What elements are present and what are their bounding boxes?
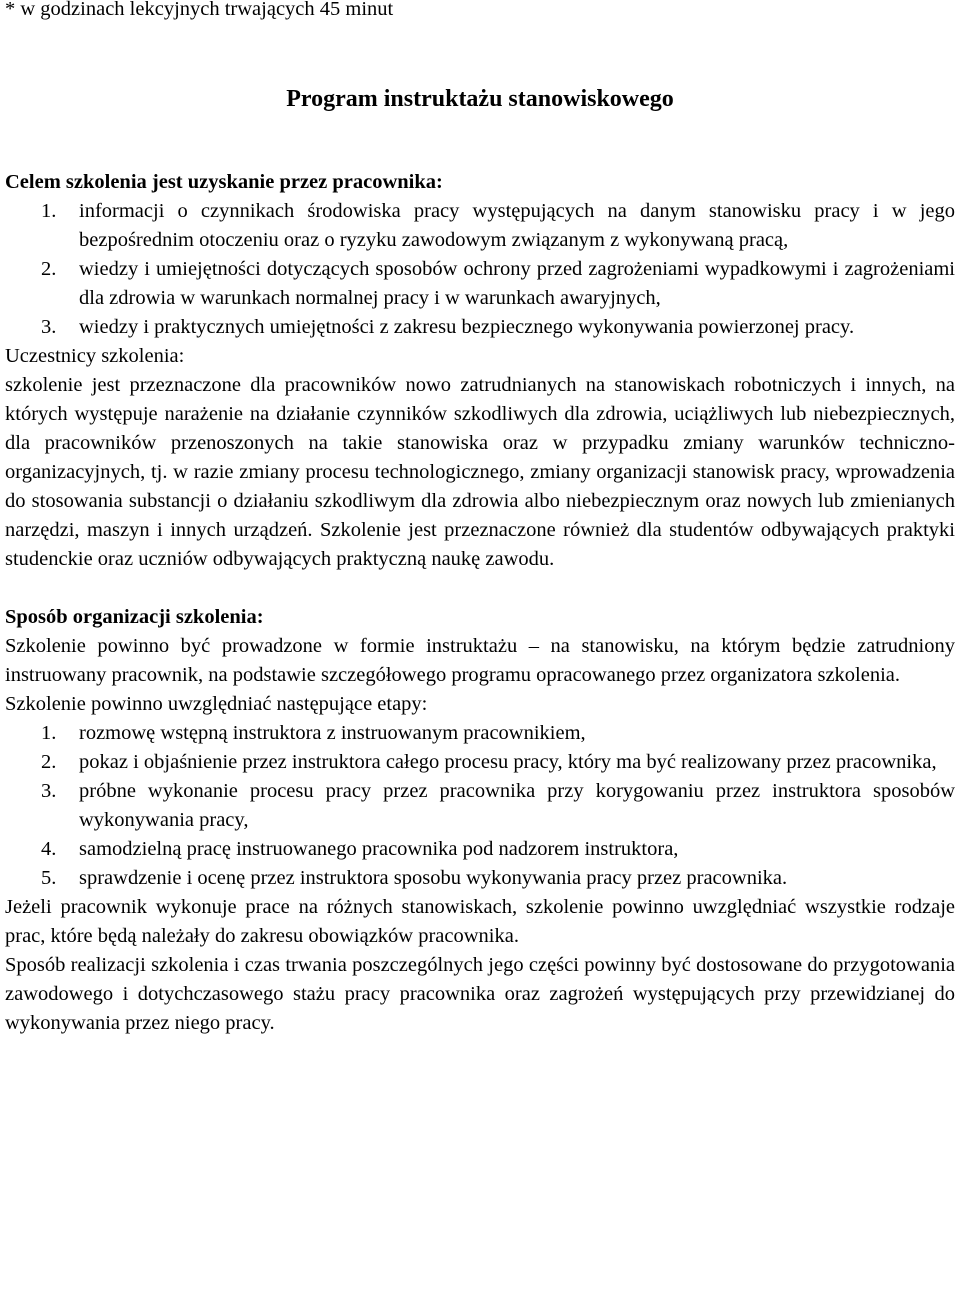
goals-list	[5, 197, 955, 342]
list-item-text: wiedzy i umiejętności dotyczących sposobów ochrony przed zagrożeniami wypadkowymi i zagrożeniami dla zdrowia w warunkach normalnej pracy i w warunkach awaryjnych,	[79, 258, 955, 309]
participants-text: szkolenie jest przeznaczone dla pracowników nowo zatrudnianych na stanowiskach robotniczych i innych, na których występuje narażenie na działanie czynników szkodliwych dla zdrowia, uciążliwych lub niebezpiecznych, dla pracowników przenoszonych na takie stanowiska oraz w przypadku zmiany warunków techniczno-organizacyjnych, tj. w razie zmiany procesu technologicznego, zmiany organizacji stanowisk pracy, wprowadzenia do stosowania substancji o działaniu szkodliwym dla zdrowia albo niebezpiecznym oraz nowych lub zmienianych narzędzi, maszyn i innych urządzeń. Szkolenie jest przeznaczone również dla studentów odbywających praktyki studenckie oraz uczniów odbywających praktyczną naukę zawodu.	[5, 374, 955, 570]
section-spacer	[5, 574, 955, 603]
list-item-text: rozmowę wstępną instruktora z instruowanym pracownikiem,	[79, 722, 586, 744]
list-item-text: sprawdzenie i ocenę przez instruktora sposobu wykonywania pracy przez pracownika.	[79, 867, 788, 889]
list-item-text: wiedzy i praktycznych umiejętności z zakresu bezpiecznego wykonywania powierzonej pracy.	[79, 316, 855, 338]
list-item-number: 2.	[41, 258, 57, 280]
list-item-number: 3.	[41, 780, 57, 802]
footnote: * w godzinach lekcyjnych trwających 45 minut	[5, 0, 394, 20]
list-item	[5, 719, 955, 748]
method-paragraph: Sposób realizacji szkolenia i czas trwania poszczególnych jego części powinny być dostosowane do przygotowania zawodowego i dotychczasowego stażu pracy pracownika oraz zagrożeń występujących przy przewidzianej do wykonywania przez niego pracy.	[5, 954, 955, 1034]
list-item-number: 2.	[41, 751, 57, 773]
multi-position-paragraph: Jeżeli pracownik wykonuje prace na różnych stanowiskach, szkolenie powinno uwzględniać wszystkie rodzaje prac, które będą należały do zakresu obowiązków pracownika.	[5, 896, 955, 947]
list-item-text: pokaz i objaśnienie przez instruktora całego procesu pracy, który ma być realizowany przez pracownika,	[79, 751, 937, 773]
organization-heading: Sposób organizacji szkolenia:	[5, 606, 264, 628]
stages-intro: Szkolenie powinno uwzględniać następujące etapy:	[5, 693, 428, 715]
list-item	[5, 748, 955, 777]
organization-intro: Szkolenie powinno być prowadzone w formie instruktażu – na stanowisku, na którym będzie zatrudniony instruowany pracownik, na podstawie szczegółowego programu opracowanego przez organizatora szkolenia.	[5, 635, 955, 686]
list-item	[5, 777, 955, 835]
list-item-number: 5.	[41, 867, 57, 889]
list-item	[5, 864, 955, 893]
list-item	[5, 255, 955, 313]
participants-section	[5, 342, 955, 574]
list-item-text: samodzielną pracę instruowanego pracownika pod nadzorem instruktora,	[79, 838, 679, 860]
list-item-number: 4.	[41, 838, 57, 860]
list-item	[5, 197, 955, 255]
participants-heading: Uczestnicy szkolenia:	[5, 345, 185, 367]
organization-section	[5, 603, 955, 1038]
goals-heading: Celem szkolenia jest uzyskanie przez pracownika:	[5, 171, 443, 193]
list-item-number: 1.	[41, 200, 57, 222]
list-item-text: próbne wykonanie procesu pracy przez pracownika przy korygowaniu przez instruktora sposobów wykonywania pracy,	[79, 780, 955, 831]
page-title: Program instruktażu stanowiskowego	[286, 86, 674, 112]
list-item-number: 3.	[41, 316, 57, 338]
stages-list	[5, 719, 955, 893]
list-item	[5, 835, 955, 864]
list-item	[5, 313, 955, 342]
goals-section	[5, 168, 955, 342]
list-item-number: 1.	[41, 722, 57, 744]
list-item-text: informacji o czynnikach środowiska pracy występujących na danym stanowisku pracy i w jego bezpośrednim otoczeniu oraz o ryzyku zawodowym związanym z wykonywaną pracą,	[79, 200, 955, 251]
